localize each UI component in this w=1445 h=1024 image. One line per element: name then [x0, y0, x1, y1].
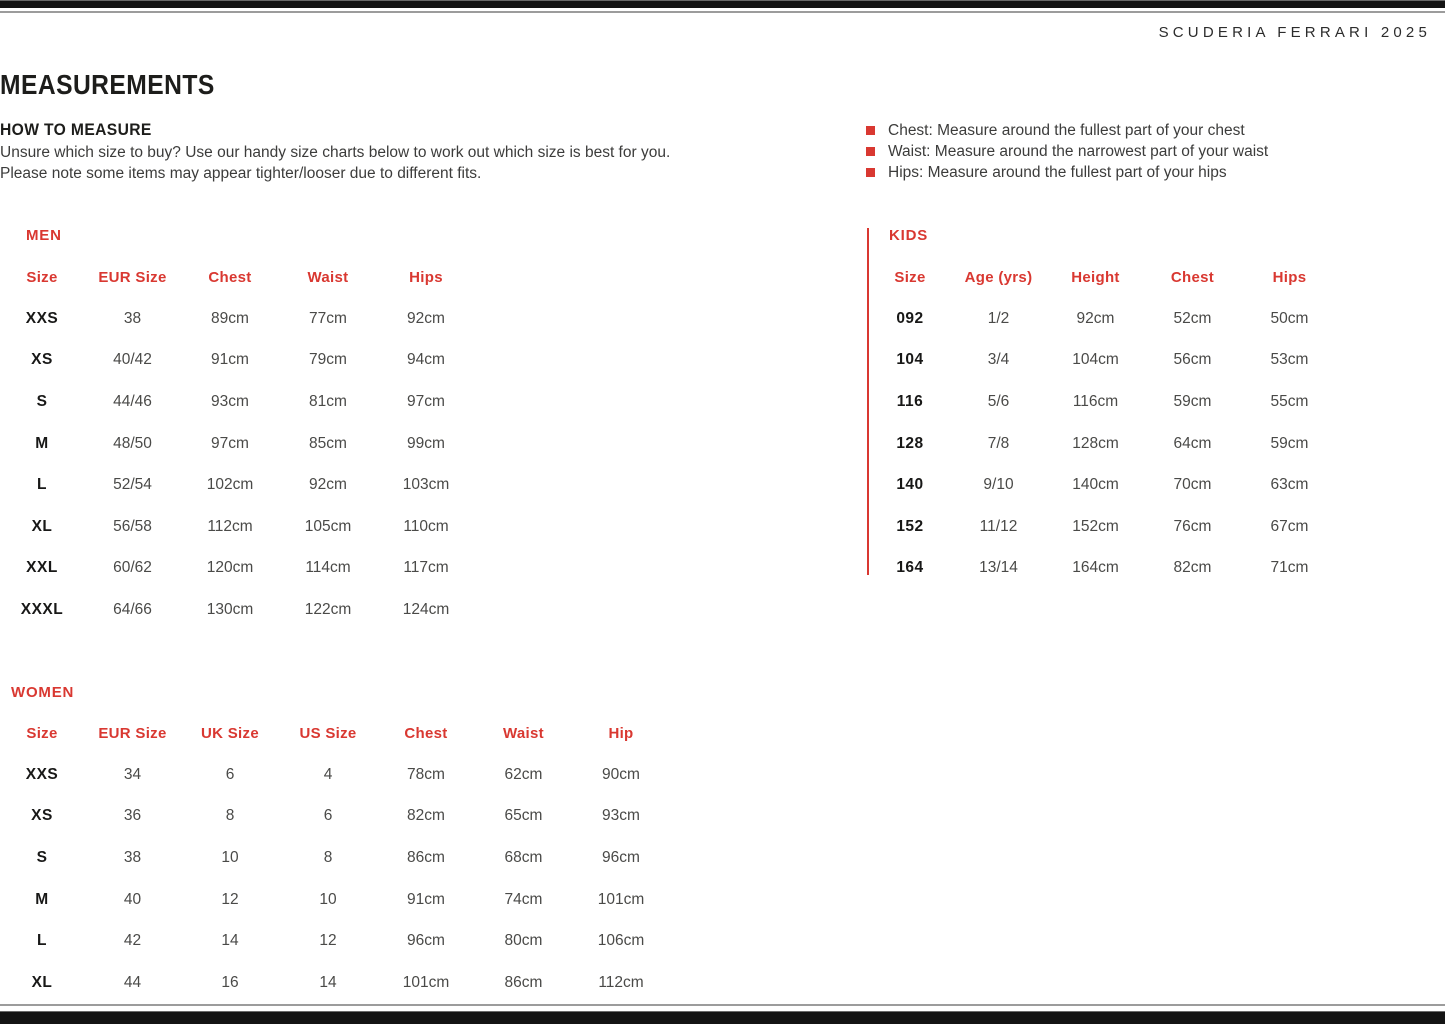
- bullet-text: Hips: Measure around the fullest part of your hips: [888, 164, 1227, 181]
- value-cell: 60/62: [113, 559, 152, 577]
- value-cell: 140cm: [1072, 476, 1119, 494]
- top-gray-rule: [0, 11, 1445, 13]
- bullet-text: Chest: Measure around the fullest part of your chest: [888, 122, 1245, 139]
- table-row: [0, 506, 475, 548]
- column-header: Hips: [409, 268, 443, 286]
- value-cell: 91cm: [211, 351, 249, 369]
- value-cell: 101cm: [597, 890, 645, 908]
- value-cell: 104cm: [1072, 351, 1119, 369]
- column-header: Hips: [1272, 268, 1307, 286]
- column-header: Chest: [404, 724, 448, 742]
- header-row: [870, 256, 1338, 298]
- red-square-bullet-icon: [866, 168, 875, 177]
- value-cell: 90cm: [602, 765, 640, 783]
- size-label-cell: XXL: [26, 559, 58, 577]
- value-cell: 38: [123, 309, 142, 327]
- value-cell: 92cm: [407, 309, 445, 327]
- value-cell: 116cm: [1072, 392, 1119, 410]
- value-cell: 40/42: [113, 351, 152, 369]
- value-cell: 67cm: [1270, 517, 1309, 535]
- red-square-bullet-icon: [866, 126, 875, 135]
- value-cell: 11/12: [979, 517, 1018, 535]
- column-header: Age (yrs): [964, 268, 1033, 286]
- women-size-table: [0, 712, 670, 1004]
- size-label-cell: XXXL: [20, 600, 64, 618]
- value-cell: 34: [123, 765, 142, 783]
- table-row: [870, 464, 1338, 506]
- value-cell: 124cm: [402, 600, 450, 618]
- table-row: [870, 340, 1338, 382]
- how-to-measure-line2: Please note some items may appear tighter/looser due to different fits.: [0, 165, 482, 182]
- value-cell: 152cm: [1072, 517, 1119, 535]
- size-label-cell: L: [37, 932, 47, 950]
- value-cell: 82cm: [1173, 559, 1212, 577]
- value-cell: 99cm: [407, 434, 445, 452]
- value-cell: 62cm: [504, 765, 543, 783]
- value-cell: 6: [323, 807, 333, 825]
- value-cell: 4: [323, 765, 333, 783]
- value-cell: 64/66: [113, 600, 152, 618]
- value-cell: 97cm: [407, 392, 445, 410]
- header-row: [0, 256, 475, 298]
- size-label-cell: 092: [896, 309, 924, 327]
- size-label-cell: 140: [896, 476, 924, 494]
- table-row: [0, 920, 670, 962]
- size-label-cell: L: [37, 476, 47, 494]
- value-cell: 6: [225, 765, 235, 783]
- value-cell: 50cm: [1270, 309, 1309, 327]
- bottom-black-rule: [0, 1011, 1445, 1024]
- table-row: [0, 381, 475, 423]
- men-section-label: MEN: [26, 227, 62, 244]
- value-cell: 102cm: [206, 476, 254, 494]
- column-header: Waist: [503, 724, 544, 742]
- value-cell: 5/6: [987, 392, 1010, 410]
- size-label-cell: XL: [31, 973, 53, 991]
- value-cell: 110cm: [403, 517, 449, 535]
- size-label-cell: 128: [896, 434, 924, 452]
- value-cell: 14: [319, 973, 337, 991]
- column-header: Size: [26, 724, 58, 742]
- column-header: US Size: [299, 724, 357, 742]
- size-label-cell: 164: [896, 559, 924, 577]
- value-cell: 7/8: [987, 434, 1010, 452]
- table-row: [0, 464, 475, 506]
- value-cell: 93cm: [211, 392, 249, 410]
- value-cell: 64cm: [1173, 434, 1212, 452]
- size-label-cell: 116: [896, 392, 924, 410]
- column-header: EUR Size: [98, 268, 167, 286]
- value-cell: 14: [221, 932, 239, 950]
- value-cell: 52cm: [1173, 309, 1212, 327]
- measure-tips-list: [866, 122, 1268, 185]
- table-row: [870, 506, 1338, 548]
- size-label-cell: XS: [31, 351, 53, 369]
- value-cell: 112cm: [598, 973, 644, 991]
- value-cell: 68cm: [504, 848, 543, 866]
- value-cell: 56/58: [113, 517, 152, 535]
- table-row: [0, 423, 475, 465]
- value-cell: 86cm: [504, 973, 543, 991]
- value-cell: 9/10: [983, 476, 1014, 494]
- value-cell: 71cm: [1270, 559, 1309, 577]
- size-label-cell: S: [36, 392, 48, 410]
- table-row: [870, 423, 1338, 465]
- value-cell: 3/4: [987, 351, 1010, 369]
- value-cell: 85cm: [309, 434, 347, 452]
- value-cell: 96cm: [407, 932, 445, 950]
- table-row: [870, 381, 1338, 423]
- value-cell: 12: [221, 890, 239, 908]
- column-header: Size: [894, 268, 926, 286]
- value-cell: 8: [323, 848, 333, 866]
- top-black-rule: [0, 0, 1445, 8]
- column-header: Chest: [208, 268, 252, 286]
- value-cell: 117cm: [403, 559, 449, 577]
- value-cell: 52/54: [113, 476, 152, 494]
- value-cell: 103cm: [402, 476, 450, 494]
- value-cell: 89cm: [211, 309, 249, 327]
- table-row: [0, 796, 670, 838]
- list-item: [866, 164, 1268, 185]
- value-cell: 97cm: [211, 434, 249, 452]
- size-label-cell: XS: [31, 807, 53, 825]
- column-header: UK Size: [201, 724, 259, 742]
- value-cell: 76cm: [1173, 517, 1212, 535]
- bottom-gray-rule: [0, 1004, 1445, 1006]
- value-cell: 120cm: [206, 559, 254, 577]
- value-cell: 91cm: [407, 890, 445, 908]
- value-cell: 56cm: [1173, 351, 1212, 369]
- value-cell: 53cm: [1270, 351, 1309, 369]
- column-header: Height: [1071, 268, 1120, 286]
- value-cell: 94cm: [407, 351, 445, 369]
- red-square-bullet-icon: [866, 147, 875, 156]
- size-label-cell: M: [35, 890, 49, 908]
- value-cell: 122cm: [304, 600, 352, 618]
- brand-header: SCUDERIA FERRARI 2025: [1158, 24, 1431, 41]
- list-item: [866, 143, 1268, 164]
- table-row: [0, 879, 670, 921]
- value-cell: 101cm: [402, 973, 450, 991]
- value-cell: 8: [225, 807, 235, 825]
- kids-section-divider: [867, 228, 869, 575]
- value-cell: 79cm: [309, 351, 347, 369]
- value-cell: 44: [123, 973, 142, 991]
- size-label-cell: 104: [896, 351, 924, 369]
- value-cell: 36: [123, 807, 142, 825]
- how-to-measure-line1: Unsure which size to buy? Use our handy size charts below to work out which size is best for you.: [0, 144, 671, 161]
- size-label-cell: XL: [31, 517, 53, 535]
- value-cell: 112cm: [207, 517, 253, 535]
- size-label-cell: M: [35, 434, 49, 452]
- value-cell: 16: [221, 973, 239, 991]
- table-row: [870, 548, 1338, 590]
- table-row: [0, 298, 475, 340]
- value-cell: 164cm: [1072, 559, 1119, 577]
- column-header: Chest: [1170, 268, 1215, 286]
- value-cell: 38: [123, 848, 142, 866]
- value-cell: 13/14: [979, 559, 1018, 577]
- value-cell: 10: [221, 848, 239, 866]
- value-cell: 55cm: [1270, 392, 1309, 410]
- value-cell: 114cm: [305, 559, 351, 577]
- value-cell: 81cm: [309, 392, 347, 410]
- value-cell: 82cm: [407, 807, 445, 825]
- header-row: [0, 712, 670, 754]
- kids-section-label: KIDS: [889, 227, 929, 244]
- value-cell: 59cm: [1173, 392, 1212, 410]
- value-cell: 1/2: [987, 309, 1010, 327]
- page-title: MEASUREMENTS: [0, 69, 215, 100]
- value-cell: 86cm: [407, 848, 445, 866]
- column-header: Size: [26, 268, 58, 286]
- value-cell: 92cm: [309, 476, 347, 494]
- table-row: [0, 754, 670, 796]
- size-label-cell: XXS: [25, 765, 59, 783]
- column-header: Hip: [608, 724, 634, 742]
- value-cell: 65cm: [504, 807, 543, 825]
- value-cell: 12: [319, 932, 337, 950]
- value-cell: 42: [123, 932, 142, 950]
- value-cell: 63cm: [1270, 476, 1309, 494]
- how-to-measure-title: HOW TO MEASURE: [0, 120, 152, 139]
- table-row: [0, 837, 670, 879]
- table-row: [0, 962, 670, 1004]
- size-label-cell: S: [36, 848, 48, 866]
- value-cell: 130cm: [206, 600, 254, 618]
- value-cell: 70cm: [1173, 476, 1212, 494]
- value-cell: 10: [319, 890, 337, 908]
- size-label-cell: XXS: [25, 309, 59, 327]
- value-cell: 74cm: [504, 890, 543, 908]
- women-section-label: WOMEN: [11, 684, 75, 701]
- size-label-cell: 152: [896, 517, 924, 535]
- bullet-text: Waist: Measure around the narrowest part of your waist: [888, 143, 1269, 160]
- value-cell: 80cm: [504, 932, 543, 950]
- value-cell: 78cm: [407, 765, 445, 783]
- value-cell: 128cm: [1072, 434, 1119, 452]
- table-row: [0, 340, 475, 382]
- men-size-table: [0, 256, 475, 631]
- value-cell: 77cm: [309, 309, 347, 327]
- value-cell: 105cm: [304, 517, 352, 535]
- value-cell: 93cm: [602, 807, 640, 825]
- value-cell: 48/50: [113, 434, 152, 452]
- table-row: [0, 589, 475, 631]
- value-cell: 96cm: [602, 848, 640, 866]
- table-row: [870, 298, 1338, 340]
- value-cell: 40: [123, 890, 142, 908]
- column-header: EUR Size: [98, 724, 167, 742]
- value-cell: 44/46: [113, 392, 152, 410]
- column-header: Waist: [307, 268, 349, 286]
- list-item: [866, 122, 1268, 143]
- value-cell: 92cm: [1076, 309, 1115, 327]
- table-row: [0, 548, 475, 590]
- value-cell: 59cm: [1270, 434, 1309, 452]
- value-cell: 106cm: [597, 932, 645, 950]
- kids-size-table: [870, 256, 1338, 589]
